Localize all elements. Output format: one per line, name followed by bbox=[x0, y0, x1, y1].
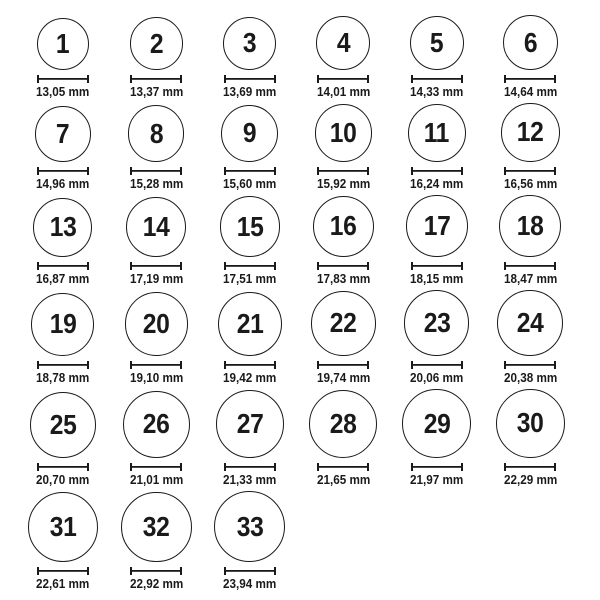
ring-circle bbox=[497, 290, 563, 356]
ring-size-number: 25 bbox=[49, 408, 77, 440]
diameter-measure-line bbox=[224, 567, 276, 575]
diameter-label: 14,01 mm bbox=[316, 84, 370, 99]
diameter-label: 13,69 mm bbox=[223, 84, 277, 99]
ring-size-item bbox=[484, 195, 578, 286]
ring-circle bbox=[218, 292, 282, 356]
ring-size-number: 15 bbox=[236, 210, 264, 242]
ring-size-item bbox=[484, 290, 578, 385]
ring-circle bbox=[123, 391, 190, 458]
ring-size-number: 11 bbox=[424, 116, 450, 148]
diameter-measure-line bbox=[317, 463, 369, 471]
ring-circle bbox=[130, 17, 183, 70]
ring-size-number: 30 bbox=[516, 407, 544, 439]
ring-circle bbox=[216, 390, 284, 458]
ring-size-number: 18 bbox=[516, 209, 544, 241]
ring-size-number: 28 bbox=[329, 407, 357, 439]
ring-circle bbox=[128, 105, 184, 161]
diameter-measure-line bbox=[317, 75, 369, 83]
ring-size-item bbox=[390, 103, 484, 191]
diameter-measure-line bbox=[37, 262, 89, 270]
diameter-measure-line bbox=[130, 361, 182, 369]
diameter-measure-line bbox=[224, 75, 276, 83]
ring-size-item bbox=[297, 389, 391, 487]
ring-size-number: 6 bbox=[523, 26, 537, 58]
diameter-measure-line bbox=[504, 75, 556, 83]
diameter-label: 15,28 mm bbox=[129, 175, 183, 191]
diameter-measure-line bbox=[504, 167, 556, 175]
diameter-label: 18,15 mm bbox=[410, 270, 464, 286]
diameter-measure-line bbox=[411, 361, 463, 369]
ring-size-item bbox=[16, 290, 110, 385]
diameter-label: 20,06 mm bbox=[410, 369, 464, 385]
diameter-label: 14,64 mm bbox=[503, 84, 557, 99]
diameter-label: 13,05 mm bbox=[36, 84, 90, 99]
chart-row bbox=[16, 491, 600, 591]
ring-size-number: 1 bbox=[56, 28, 70, 59]
ring-size-number: 12 bbox=[516, 116, 544, 148]
ring-size-item bbox=[110, 195, 204, 286]
diameter-measure-line bbox=[411, 463, 463, 471]
ring-circle bbox=[313, 196, 374, 257]
ring-size-number: 20 bbox=[142, 307, 170, 339]
ring-circle bbox=[315, 104, 372, 161]
ring-circle bbox=[121, 492, 192, 563]
chart-row bbox=[16, 290, 600, 385]
ring-size-number: 8 bbox=[149, 117, 163, 149]
ring-size-item bbox=[297, 290, 391, 385]
ring-size-item bbox=[16, 15, 110, 99]
diameter-label: 22,92 mm bbox=[129, 576, 183, 592]
ring-size-number: 4 bbox=[336, 27, 350, 59]
ring-size-number: 23 bbox=[423, 306, 451, 338]
diameter-measure-line bbox=[130, 167, 182, 175]
diameter-measure-line bbox=[411, 262, 463, 270]
diameter-measure-line bbox=[130, 75, 182, 83]
ring-size-number: 13 bbox=[49, 211, 77, 243]
ring-size-number: 3 bbox=[243, 27, 257, 59]
diameter-label: 16,24 mm bbox=[410, 175, 464, 191]
ring-size-item bbox=[203, 103, 297, 191]
ring-size-number: 31 bbox=[49, 511, 77, 543]
ring-size-number: 26 bbox=[142, 408, 170, 440]
diameter-measure-line bbox=[37, 567, 89, 575]
diameter-label: 18,78 mm bbox=[36, 369, 90, 385]
diameter-measure-line bbox=[224, 262, 276, 270]
ring-size-item bbox=[297, 103, 391, 191]
diameter-label: 16,87 mm bbox=[36, 270, 90, 286]
ring-circle bbox=[499, 195, 561, 257]
diameter-label: 15,60 mm bbox=[223, 175, 277, 191]
diameter-measure-line bbox=[37, 361, 89, 369]
ring-circle bbox=[214, 491, 285, 562]
chart-row bbox=[16, 389, 600, 487]
diameter-label: 20,38 mm bbox=[503, 369, 557, 385]
diameter-label: 17,51 mm bbox=[223, 270, 277, 286]
ring-circle bbox=[31, 293, 94, 356]
ring-size-item bbox=[390, 195, 484, 286]
diameter-label: 16,56 mm bbox=[503, 175, 557, 191]
ring-size-item bbox=[484, 103, 578, 191]
ring-circle bbox=[410, 16, 464, 70]
ring-size-item bbox=[16, 195, 110, 286]
ring-circle bbox=[402, 389, 471, 458]
diameter-label: 21,01 mm bbox=[129, 471, 183, 487]
diameter-measure-line bbox=[224, 361, 276, 369]
ring-size-number: 17 bbox=[423, 209, 451, 241]
ring-size-item bbox=[390, 290, 484, 385]
ring-size-number: 32 bbox=[142, 510, 170, 542]
diameter-label: 21,97 mm bbox=[410, 471, 464, 487]
diameter-measure-line bbox=[224, 167, 276, 175]
diameter-measure-line bbox=[504, 463, 556, 471]
ring-size-item bbox=[16, 389, 110, 487]
ring-circle bbox=[126, 197, 186, 257]
ring-circle bbox=[221, 105, 278, 162]
ring-size-item bbox=[484, 15, 578, 99]
ring-size-item bbox=[203, 290, 297, 385]
diameter-label: 21,33 mm bbox=[223, 471, 277, 487]
ring-size-number: 21 bbox=[236, 307, 264, 339]
ring-size-number: 2 bbox=[149, 27, 163, 59]
ring-size-number: 10 bbox=[329, 116, 357, 148]
ring-circle bbox=[404, 290, 469, 355]
ring-circle bbox=[223, 17, 276, 70]
ring-circle bbox=[37, 18, 89, 70]
ring-circle bbox=[35, 106, 91, 162]
diameter-label: 19,74 mm bbox=[316, 369, 370, 385]
diameter-measure-line bbox=[37, 75, 89, 83]
ring-size-item bbox=[297, 195, 391, 286]
diameter-label: 17,19 mm bbox=[129, 270, 183, 286]
ring-circle bbox=[220, 196, 280, 256]
chart-row bbox=[16, 15, 600, 99]
ring-size-number: 27 bbox=[236, 408, 264, 440]
ring-circle bbox=[501, 103, 560, 162]
ring-size-item bbox=[16, 491, 110, 591]
diameter-measure-line bbox=[37, 463, 89, 471]
diameter-label: 13,37 mm bbox=[129, 84, 183, 99]
diameter-measure-line bbox=[317, 361, 369, 369]
ring-circle bbox=[33, 198, 92, 257]
diameter-measure-line bbox=[411, 167, 463, 175]
ring-size-item bbox=[110, 15, 204, 99]
ring-size-item bbox=[390, 15, 484, 99]
ring-size-item bbox=[110, 491, 204, 591]
diameter-measure-line bbox=[411, 75, 463, 83]
ring-size-item bbox=[390, 389, 484, 487]
ring-size-number: 5 bbox=[430, 26, 444, 58]
ring-circle bbox=[311, 291, 376, 356]
ring-size-item bbox=[110, 290, 204, 385]
diameter-measure-line bbox=[130, 463, 182, 471]
diameter-label: 19,10 mm bbox=[129, 369, 183, 385]
ring-circle bbox=[503, 15, 558, 70]
ring-size-item bbox=[110, 103, 204, 191]
ring-size-item bbox=[203, 15, 297, 99]
ring-size-number: 22 bbox=[329, 307, 357, 339]
ring-size-number: 7 bbox=[56, 117, 70, 149]
ring-size-item bbox=[203, 195, 297, 286]
diameter-measure-line bbox=[224, 463, 276, 471]
diameter-measure-line bbox=[317, 262, 369, 270]
ring-circle bbox=[125, 292, 188, 355]
diameter-label: 15,92 mm bbox=[316, 175, 370, 191]
diameter-label: 19,42 mm bbox=[223, 369, 277, 385]
ring-circle bbox=[406, 195, 468, 257]
ring-size-item bbox=[16, 103, 110, 191]
diameter-measure-line bbox=[504, 262, 556, 270]
ring-size-number: 29 bbox=[423, 407, 451, 439]
ring-size-number: 33 bbox=[236, 510, 264, 542]
ring-circle bbox=[28, 492, 98, 562]
ring-size-item bbox=[203, 389, 297, 487]
ring-size-item bbox=[203, 491, 297, 591]
diameter-measure-line bbox=[130, 567, 182, 575]
ring-size-number: 16 bbox=[329, 210, 357, 242]
ring-size-number: 9 bbox=[243, 117, 257, 149]
ring-circle bbox=[316, 16, 370, 70]
ring-size-item bbox=[484, 389, 578, 487]
ring-size-number: 24 bbox=[516, 306, 544, 338]
chart-row bbox=[16, 195, 600, 286]
ring-circle bbox=[30, 392, 96, 458]
diameter-measure-line bbox=[130, 262, 182, 270]
diameter-label: 17,83 mm bbox=[316, 270, 370, 286]
ring-circle bbox=[408, 104, 466, 162]
diameter-label: 14,96 mm bbox=[36, 175, 90, 191]
ring-circle bbox=[309, 390, 377, 458]
ring-size-item bbox=[110, 389, 204, 487]
diameter-measure-line bbox=[317, 167, 369, 175]
chart-row bbox=[16, 103, 600, 191]
diameter-measure-line bbox=[37, 167, 89, 175]
diameter-label: 14,33 mm bbox=[410, 84, 464, 99]
ring-circle bbox=[496, 389, 565, 458]
diameter-label: 20,70 mm bbox=[36, 471, 90, 487]
ring-size-item bbox=[297, 15, 391, 99]
diameter-measure-line bbox=[504, 361, 556, 369]
diameter-label: 23,94 mm bbox=[223, 576, 277, 592]
diameter-label: 18,47 mm bbox=[503, 270, 557, 286]
diameter-label: 22,29 mm bbox=[503, 471, 557, 487]
ring-size-number: 19 bbox=[49, 308, 77, 340]
diameter-label: 21,65 mm bbox=[316, 471, 370, 487]
diameter-label: 22,61 mm bbox=[36, 576, 90, 592]
ring-size-number: 14 bbox=[142, 210, 170, 242]
